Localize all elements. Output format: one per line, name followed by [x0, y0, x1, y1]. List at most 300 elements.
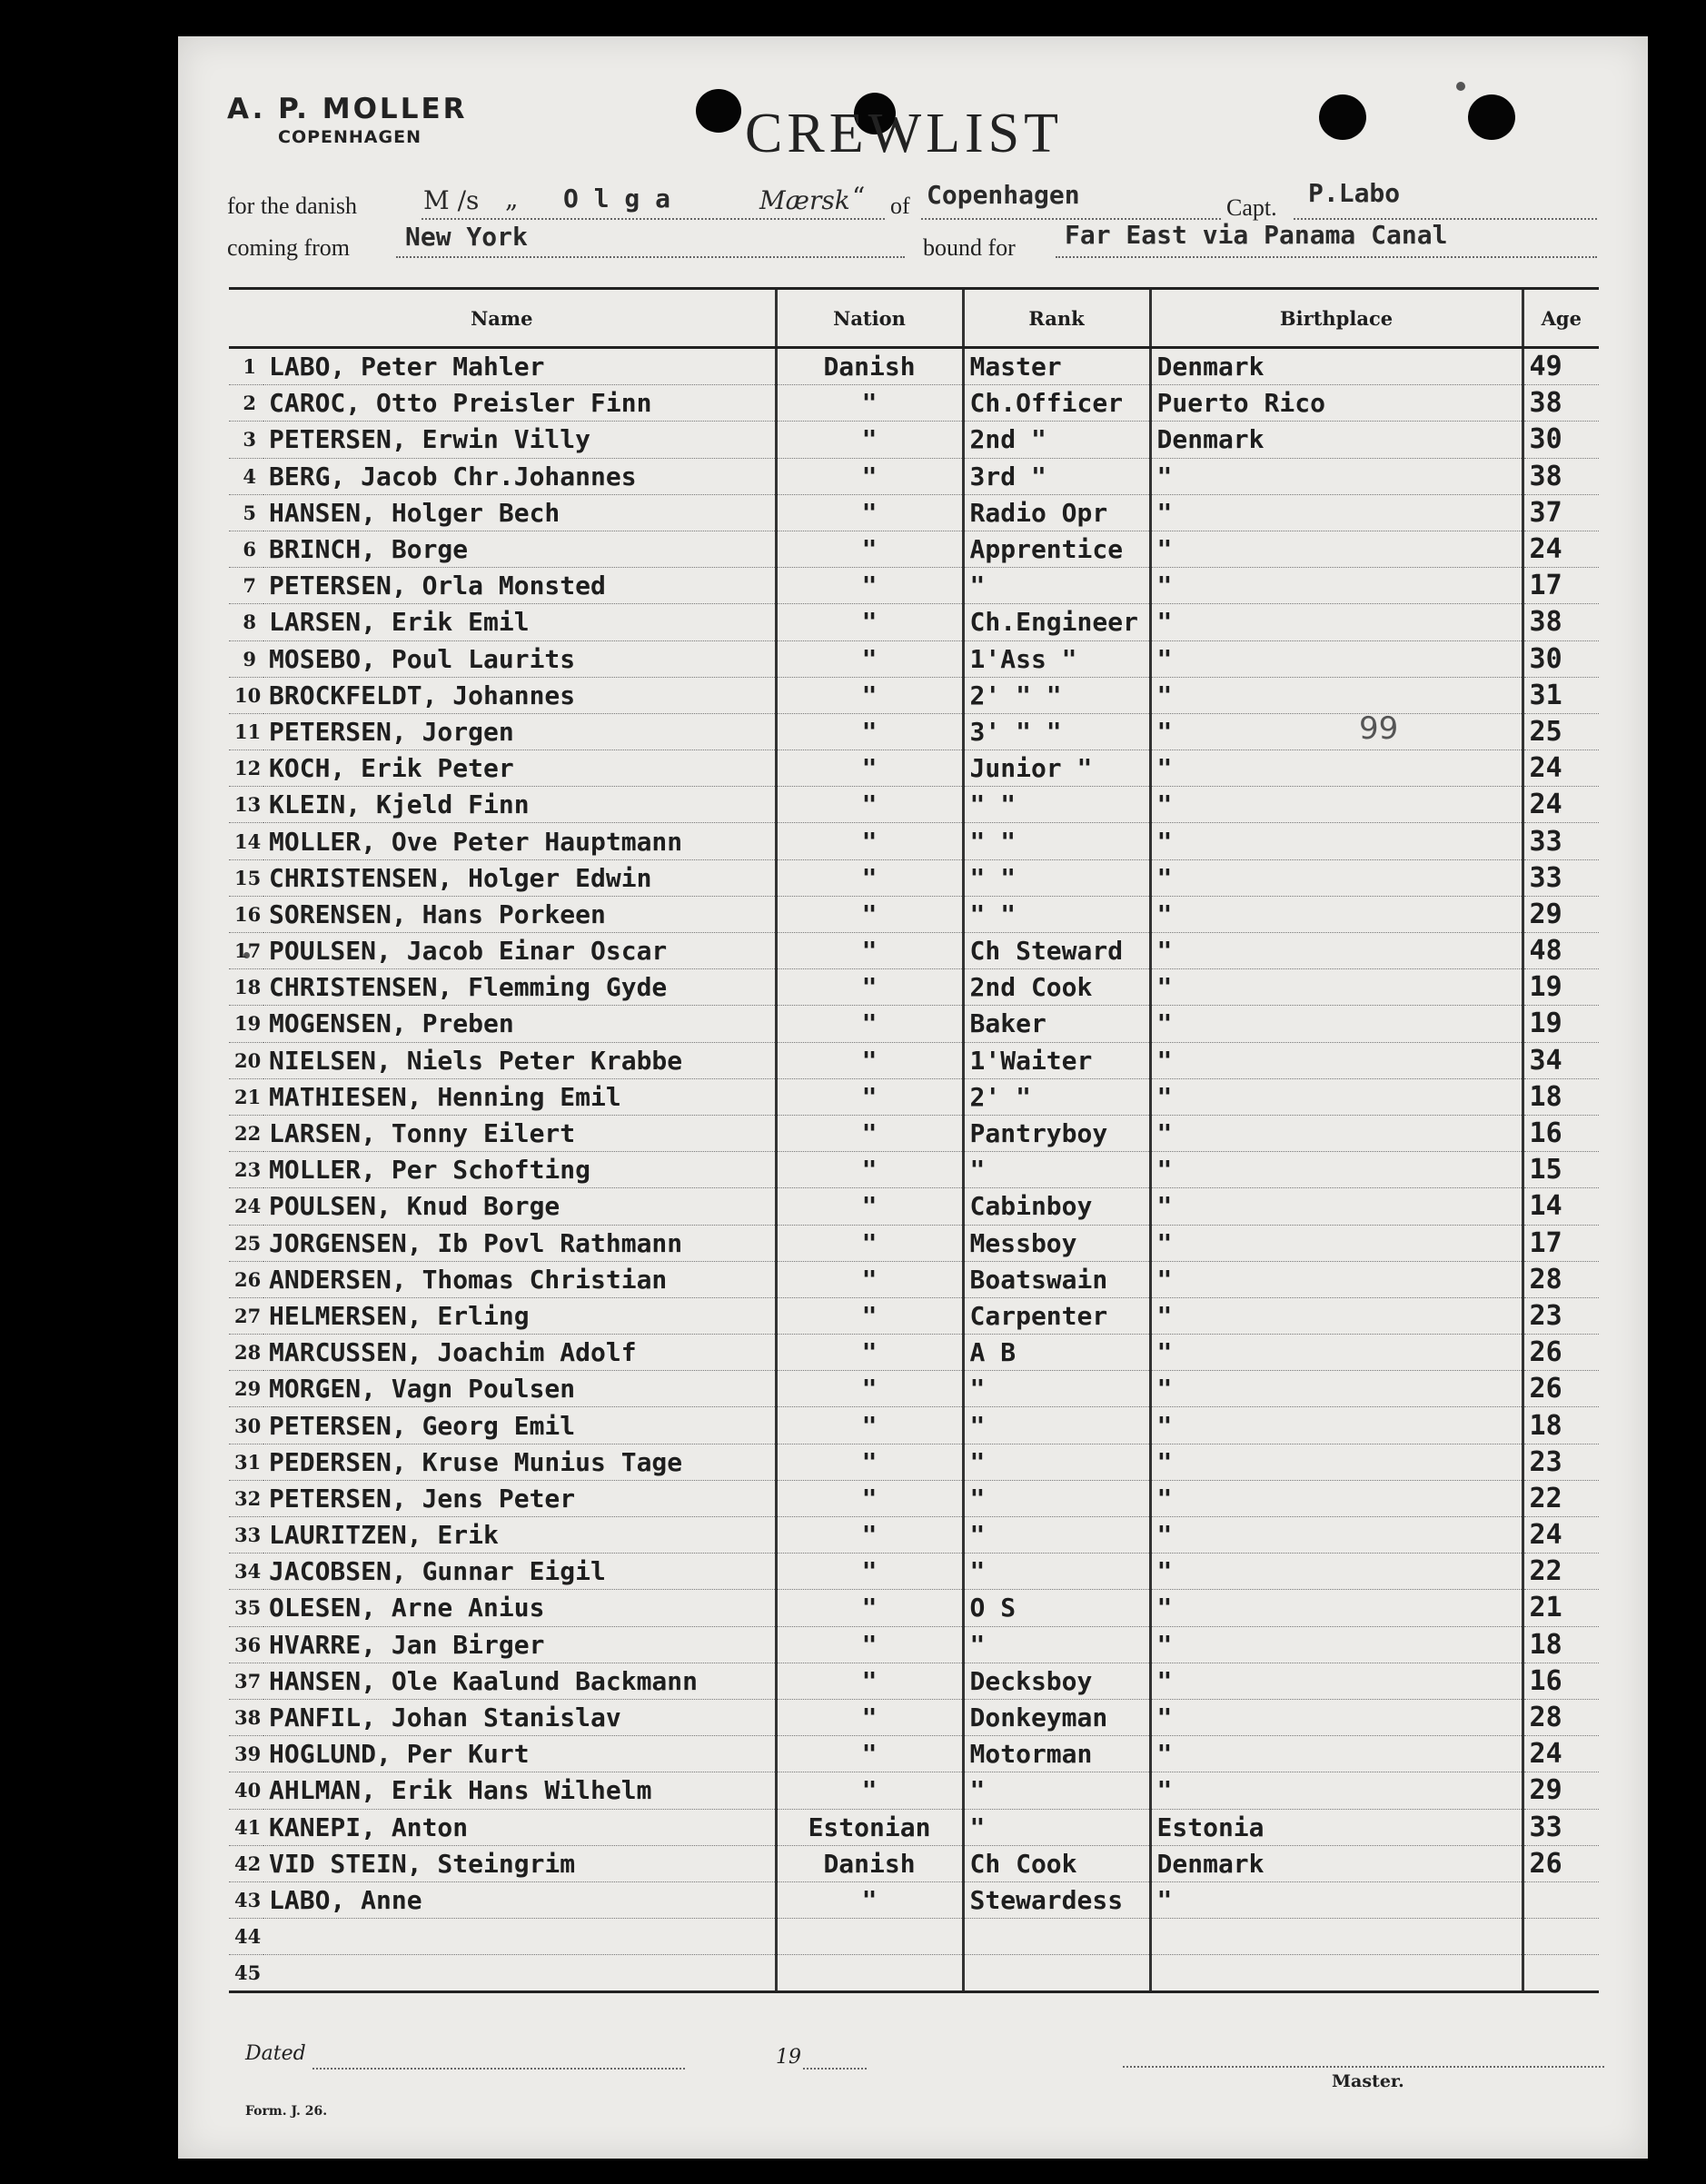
vessel-prefix: M /s	[423, 185, 480, 215]
table-row	[229, 677, 1599, 713]
table-row	[229, 1626, 1599, 1663]
crew-rank: "	[963, 1517, 1150, 1554]
crew-name: LABO, Anne	[263, 1881, 776, 1918]
crew-rank: A B	[963, 1335, 1150, 1371]
crew-nation: "	[776, 969, 963, 1006]
crew-name: POULSEN, Jacob Einar Oscar	[263, 933, 776, 969]
dotted-rule	[396, 256, 905, 258]
crew-rank: Radio Opr	[963, 494, 1150, 531]
crew-age: 26	[1523, 1845, 1599, 1881]
crew-rank: "	[963, 1480, 1150, 1516]
company-city: COPENHAGEN	[278, 127, 422, 147]
crew-rank: "	[963, 1371, 1150, 1407]
crew-age: 29	[1523, 896, 1599, 932]
table-row	[229, 1225, 1599, 1261]
row-number: 40	[229, 1772, 263, 1809]
crew-birthplace: "	[1150, 1444, 1523, 1480]
crew-name: MOSEBO, Poul Laurits	[263, 640, 776, 677]
crew-rank: Ch.Engineer	[963, 604, 1150, 640]
crew-birthplace: Denmark	[1150, 422, 1523, 458]
crew-name: NIELSEN, Niels Peter Krabbe	[263, 1042, 776, 1078]
crew-nation: "	[776, 1663, 963, 1699]
row-number: 12	[229, 750, 263, 787]
crew-rank: " "	[963, 823, 1150, 859]
crew-rank: Ch Cook	[963, 1845, 1150, 1881]
crew-birthplace: "	[1150, 1590, 1523, 1626]
row-number: 33	[229, 1517, 263, 1554]
crew-name: LARSEN, Erik Emil	[263, 604, 776, 640]
crew-nation: "	[776, 1554, 963, 1590]
crew-name	[263, 1919, 776, 1955]
crew-nation: "	[776, 933, 963, 969]
crew-birthplace: "	[1150, 531, 1523, 567]
crew-name: PETERSEN, Jorgen	[263, 713, 776, 750]
smudge-mark	[1456, 82, 1465, 91]
crew-name: LABO, Peter Mahler	[263, 348, 776, 385]
crew-rank: Stewardess	[963, 1881, 1150, 1918]
crew-name: MOGENSEN, Preben	[263, 1006, 776, 1042]
crew-birthplace	[1150, 1955, 1523, 1992]
vessel-close-quote: “	[852, 182, 866, 212]
row-number: 42	[229, 1845, 263, 1881]
crew-birthplace: "	[1150, 1042, 1523, 1078]
crew-nation: "	[776, 1881, 963, 1918]
crew-age: 18	[1523, 1078, 1599, 1115]
crew-name: PANFIL, Johan Stanislav	[263, 1699, 776, 1735]
table-row	[229, 1188, 1599, 1225]
crew-name: AHLMAN, Erik Hans Wilhelm	[263, 1772, 776, 1809]
row-number: 1	[229, 348, 263, 385]
crew-age: 38	[1523, 604, 1599, 640]
crew-rank: "	[963, 1626, 1150, 1663]
dated-label: Dated	[245, 2042, 306, 2065]
crew-nation: "	[776, 677, 963, 713]
for-label: for the danish	[227, 193, 357, 219]
margin-annotation: 99	[1359, 710, 1399, 747]
vessel-name: O l g a	[563, 184, 671, 213]
crew-name: BROCKFELDT, Johannes	[263, 677, 776, 713]
crew-name: MOLLER, Per Schofting	[263, 1152, 776, 1188]
crew-nation: "	[776, 1480, 963, 1516]
crew-name: HVARRE, Jan Birger	[263, 1626, 776, 1663]
captain-name: P.Labo	[1308, 178, 1401, 208]
crew-rank: Boatswain	[963, 1261, 1150, 1297]
row-number: 41	[229, 1809, 263, 1845]
crew-nation: "	[776, 531, 963, 567]
crew-nation: "	[776, 1590, 963, 1626]
crew-age: 22	[1523, 1554, 1599, 1590]
table-row	[229, 422, 1599, 458]
crew-nation: "	[776, 1517, 963, 1554]
table-row	[229, 1699, 1599, 1735]
crew-nation: "	[776, 859, 963, 896]
table-row	[229, 933, 1599, 969]
row-number: 34	[229, 1554, 263, 1590]
crew-rank: "	[963, 1809, 1150, 1845]
crew-rank: "	[963, 1772, 1150, 1809]
crew-birthplace: "	[1150, 494, 1523, 531]
crew-rank: Master	[963, 348, 1150, 385]
crew-age: 24	[1523, 787, 1599, 823]
row-number: 19	[229, 1006, 263, 1042]
crew-nation: "	[776, 823, 963, 859]
bound-for-label: bound for	[923, 234, 1016, 261]
crew-age: 26	[1523, 1371, 1599, 1407]
crew-birthplace: "	[1150, 896, 1523, 932]
table-row	[229, 859, 1599, 896]
crew-rank: 3rd "	[963, 458, 1150, 494]
dated-rule	[312, 2068, 685, 2070]
column-header: Birthplace	[1150, 289, 1523, 348]
crew-name: VID STEIN, Steingrim	[263, 1845, 776, 1881]
crew-age: 30	[1523, 640, 1599, 677]
table-row	[229, 494, 1599, 531]
crew-birthplace: "	[1150, 1371, 1523, 1407]
crew-name: CAROC, Otto Preisler Finn	[263, 385, 776, 422]
crew-birthplace: Denmark	[1150, 348, 1523, 385]
table-row	[229, 1335, 1599, 1371]
row-number: 36	[229, 1626, 263, 1663]
crew-age: 17	[1523, 1225, 1599, 1261]
row-number: 27	[229, 1297, 263, 1334]
crew-birthplace: "	[1150, 1407, 1523, 1444]
crew-table-body	[229, 348, 1599, 1992]
crew-name	[263, 1955, 776, 1992]
table-row	[229, 1480, 1599, 1516]
crew-age	[1523, 1881, 1599, 1918]
dotted-rule	[1056, 256, 1597, 258]
crew-birthplace: "	[1150, 1881, 1523, 1918]
crew-age: 28	[1523, 1699, 1599, 1735]
crew-birthplace: Denmark	[1150, 1845, 1523, 1881]
crew-nation	[776, 1955, 963, 1992]
table-row	[229, 1078, 1599, 1115]
crew-name: KLEIN, Kjeld Finn	[263, 787, 776, 823]
crew-rank: Donkeyman	[963, 1699, 1150, 1735]
crew-nation: "	[776, 713, 963, 750]
crew-name: HELMERSEN, Erling	[263, 1297, 776, 1334]
crew-rank: 2nd "	[963, 422, 1150, 458]
crew-name: LAURITZEN, Erik	[263, 1517, 776, 1554]
crew-name: HOGLUND, Per Kurt	[263, 1736, 776, 1772]
row-number: 9	[229, 640, 263, 677]
row-number: 22	[229, 1115, 263, 1151]
crew-age: 24	[1523, 750, 1599, 787]
table-row	[229, 568, 1599, 604]
row-number: 38	[229, 1699, 263, 1735]
row-number: 45	[229, 1955, 263, 1992]
crew-name: MARCUSSEN, Joachim Adolf	[263, 1335, 776, 1371]
crew-birthplace: Estonia	[1150, 1809, 1523, 1845]
crew-name: BERG, Jacob Chr.Johannes	[263, 458, 776, 494]
crew-rank: Apprentice	[963, 531, 1150, 567]
crew-age: 26	[1523, 1335, 1599, 1371]
crew-birthplace: "	[1150, 1078, 1523, 1115]
crew-rank: Messboy	[963, 1225, 1150, 1261]
crew-age: 15	[1523, 1152, 1599, 1188]
row-number: 4	[229, 458, 263, 494]
row-number: 26	[229, 1261, 263, 1297]
crew-rank: 2' " "	[963, 677, 1150, 713]
crew-rank: "	[963, 1554, 1150, 1590]
crew-age: 18	[1523, 1626, 1599, 1663]
row-number: 35	[229, 1590, 263, 1626]
crew-age: 19	[1523, 969, 1599, 1006]
crew-age: 18	[1523, 1407, 1599, 1444]
crew-nation: "	[776, 1444, 963, 1480]
crew-birthplace: "	[1150, 1006, 1523, 1042]
dotted-rule	[422, 218, 885, 220]
crew-rank: Cabinboy	[963, 1188, 1150, 1225]
table-row	[229, 896, 1599, 932]
row-number: 17	[229, 933, 263, 969]
table-row	[229, 640, 1599, 677]
table-row	[229, 531, 1599, 567]
crew-nation: Danish	[776, 348, 963, 385]
crew-name: PETERSEN, Orla Monsted	[263, 568, 776, 604]
crew-nation: "	[776, 750, 963, 787]
company-name: A. P. MOLLER	[227, 93, 468, 125]
crew-age: 37	[1523, 494, 1599, 531]
table-row	[229, 1297, 1599, 1334]
table-row	[229, 1809, 1599, 1845]
crew-nation: "	[776, 1225, 963, 1261]
crew-nation: "	[776, 1772, 963, 1809]
coming-from-value: New York	[405, 222, 528, 252]
row-number: 24	[229, 1188, 263, 1225]
crew-name: KOCH, Erik Peter	[263, 750, 776, 787]
crew-name: SORENSEN, Hans Porkeen	[263, 896, 776, 932]
crew-age: 25	[1523, 713, 1599, 750]
table-row	[229, 1006, 1599, 1042]
table-row	[229, 1955, 1599, 1992]
crew-age: 23	[1523, 1444, 1599, 1480]
crew-age: 22	[1523, 1480, 1599, 1516]
vessel-line: Mærsk	[759, 185, 850, 215]
company-letterhead	[227, 93, 468, 147]
crew-birthplace	[1150, 1919, 1523, 1955]
crew-nation: "	[776, 1736, 963, 1772]
row-number: 43	[229, 1881, 263, 1918]
crew-name: HANSEN, Ole Kaalund Backmann	[263, 1663, 776, 1699]
crew-age: 19	[1523, 1006, 1599, 1042]
crew-age: 33	[1523, 1809, 1599, 1845]
row-number: 11	[229, 713, 263, 750]
crew-list-form	[178, 36, 1648, 2159]
form-code: Form. J. 26.	[245, 2104, 328, 2119]
crew-age: 33	[1523, 823, 1599, 859]
table-row	[229, 1115, 1599, 1151]
crew-birthplace: "	[1150, 1297, 1523, 1334]
crew-name: CHRISTENSEN, Flemming Gyde	[263, 969, 776, 1006]
crew-name: PETERSEN, Erwin Villy	[263, 422, 776, 458]
crew-rank: Pantryboy	[963, 1115, 1150, 1151]
crew-nation: "	[776, 1042, 963, 1078]
crew-rank: " "	[963, 859, 1150, 896]
crew-nation: "	[776, 1152, 963, 1188]
row-number: 25	[229, 1225, 263, 1261]
column-header: Nation	[776, 289, 963, 348]
crew-nation: "	[776, 1006, 963, 1042]
crew-rank: 1'Waiter	[963, 1042, 1150, 1078]
crew-rank: Motorman	[963, 1736, 1150, 1772]
table-row	[229, 1919, 1599, 1955]
crew-age: 30	[1523, 422, 1599, 458]
crew-name: JACOBSEN, Gunnar Eigil	[263, 1554, 776, 1590]
vessel-open-quote: „	[505, 184, 519, 213]
crew-nation: "	[776, 494, 963, 531]
crew-age: 16	[1523, 1115, 1599, 1151]
crew-birthplace: "	[1150, 568, 1523, 604]
crew-name: MOLLER, Ove Peter Hauptmann	[263, 823, 776, 859]
crew-birthplace: "	[1150, 604, 1523, 640]
crew-age: 24	[1523, 1517, 1599, 1554]
crew-nation: "	[776, 1188, 963, 1225]
table-row	[229, 1042, 1599, 1078]
crew-age: 14	[1523, 1188, 1599, 1225]
crew-age: 21	[1523, 1590, 1599, 1626]
crew-rank: "	[963, 1152, 1150, 1188]
column-header: Age	[1523, 289, 1599, 348]
crew-age	[1523, 1955, 1599, 1992]
row-number: 6	[229, 531, 263, 567]
crew-rank: Junior "	[963, 750, 1150, 787]
master-label: Master.	[1332, 2071, 1404, 2091]
crew-birthplace: "	[1150, 1335, 1523, 1371]
row-number: 32	[229, 1480, 263, 1516]
crew-birthplace: Puerto Rico	[1150, 385, 1523, 422]
crew-birthplace: "	[1150, 1772, 1523, 1809]
home-port: Copenhagen	[927, 180, 1080, 210]
crew-birthplace: "	[1150, 677, 1523, 713]
crew-rank	[963, 1955, 1150, 1992]
crew-name: OLESEN, Arne Anius	[263, 1590, 776, 1626]
crew-birthplace: "	[1150, 1517, 1523, 1554]
crew-birthplace: "	[1150, 458, 1523, 494]
crew-birthplace: "	[1150, 1225, 1523, 1261]
crew-nation: "	[776, 385, 963, 422]
crew-nation: "	[776, 1626, 963, 1663]
crew-birthplace: "	[1150, 1663, 1523, 1699]
punch-hole-icon	[696, 89, 741, 133]
crew-age: 48	[1523, 933, 1599, 969]
table-row	[229, 458, 1599, 494]
table-row	[229, 823, 1599, 859]
crew-rank: O S	[963, 1590, 1150, 1626]
crew-name: HANSEN, Holger Bech	[263, 494, 776, 531]
table-row	[229, 1663, 1599, 1699]
crew-birthplace: "	[1150, 787, 1523, 823]
table-row	[229, 787, 1599, 823]
crew-age: 28	[1523, 1261, 1599, 1297]
row-number: 18	[229, 969, 263, 1006]
crew-age: 38	[1523, 385, 1599, 422]
crew-age	[1523, 1919, 1599, 1955]
row-number: 10	[229, 677, 263, 713]
crew-birthplace: "	[1150, 1115, 1523, 1151]
crew-age: 33	[1523, 859, 1599, 896]
row-number: 20	[229, 1042, 263, 1078]
crew-rank: "	[963, 1407, 1150, 1444]
table-row	[229, 1517, 1599, 1554]
crew-name: CHRISTENSEN, Holger Edwin	[263, 859, 776, 896]
table-row	[229, 1736, 1599, 1772]
table-row	[229, 1590, 1599, 1626]
crew-name: MORGEN, Vagn Poulsen	[263, 1371, 776, 1407]
crew-age: 24	[1523, 531, 1599, 567]
of-label: of	[890, 193, 910, 219]
row-number: 2	[229, 385, 263, 422]
crew-birthplace: "	[1150, 750, 1523, 787]
crew-nation: "	[776, 1699, 963, 1735]
coming-from-label: coming from	[227, 234, 351, 261]
row-number: 39	[229, 1736, 263, 1772]
crew-nation: "	[776, 787, 963, 823]
crew-age: 23	[1523, 1297, 1599, 1334]
crew-nation: "	[776, 422, 963, 458]
crew-nation: "	[776, 1407, 963, 1444]
crew-rank: 3' " "	[963, 713, 1150, 750]
crew-birthplace: "	[1150, 859, 1523, 896]
table-row	[229, 1772, 1599, 1809]
crew-birthplace: "	[1150, 1736, 1523, 1772]
row-number: 7	[229, 568, 263, 604]
crew-rank: Ch Steward	[963, 933, 1150, 969]
table-row	[229, 604, 1599, 640]
crew-table	[229, 287, 1599, 1993]
crew-nation: "	[776, 1335, 963, 1371]
punch-hole-icon	[1319, 94, 1366, 140]
crew-name: MATHIESEN, Henning Emil	[263, 1078, 776, 1115]
crew-age: 31	[1523, 677, 1599, 713]
crew-birthplace: "	[1150, 713, 1523, 750]
crew-nation: "	[776, 896, 963, 932]
crew-birthplace: "	[1150, 1626, 1523, 1663]
crew-rank: Ch.Officer	[963, 385, 1150, 422]
bound-for-value: Far East via Panama Canal	[1065, 220, 1448, 250]
crew-rank: Baker	[963, 1006, 1150, 1042]
row-number: 23	[229, 1152, 263, 1188]
signature-rule	[1123, 2066, 1604, 2068]
table-row	[229, 1371, 1599, 1407]
row-number: 21	[229, 1078, 263, 1115]
crew-nation: "	[776, 1078, 963, 1115]
crew-nation: "	[776, 640, 963, 677]
crew-age: 34	[1523, 1042, 1599, 1078]
form-title: CREWLIST	[745, 103, 1063, 164]
row-number: 8	[229, 604, 263, 640]
crew-birthplace: "	[1150, 1480, 1523, 1516]
crew-rank	[963, 1919, 1150, 1955]
row-number: 29	[229, 1371, 263, 1407]
row-number: 15	[229, 859, 263, 896]
crew-nation: "	[776, 1371, 963, 1407]
crew-rank: 1'Ass "	[963, 640, 1150, 677]
crew-birthplace: "	[1150, 640, 1523, 677]
crew-birthplace: "	[1150, 1554, 1523, 1590]
crew-nation: "	[776, 1297, 963, 1334]
crew-name: PETERSEN, Georg Emil	[263, 1407, 776, 1444]
crew-birthplace: "	[1150, 823, 1523, 859]
crew-nation: "	[776, 604, 963, 640]
crew-nation: Danish	[776, 1845, 963, 1881]
crew-age: 16	[1523, 1663, 1599, 1699]
row-number: 37	[229, 1663, 263, 1699]
crew-age: 24	[1523, 1736, 1599, 1772]
row-number: 44	[229, 1919, 263, 1955]
table-row	[229, 348, 1599, 385]
year-rule	[803, 2068, 867, 2070]
